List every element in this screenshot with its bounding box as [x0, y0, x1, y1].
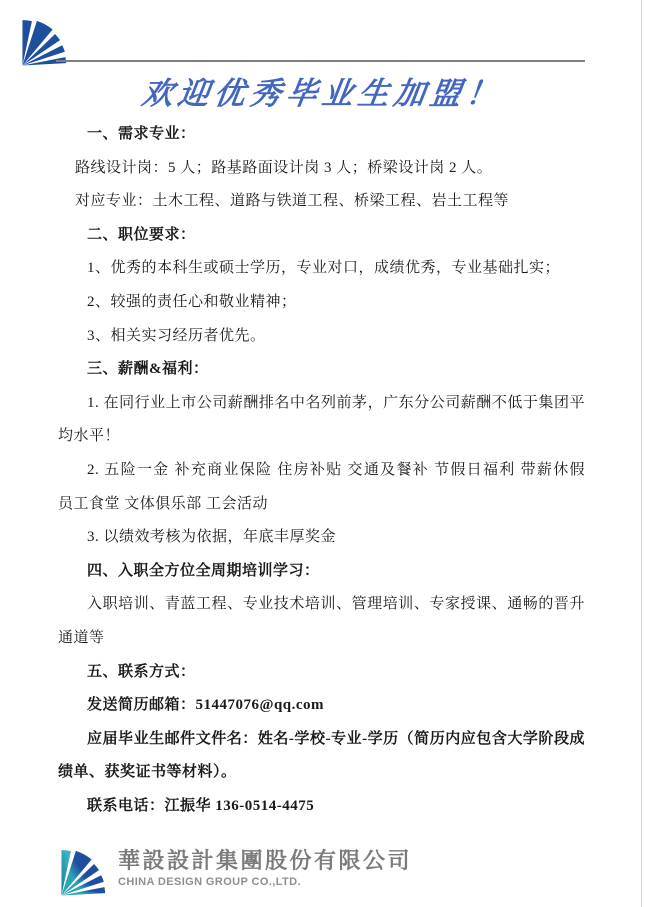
document-body [58, 118, 585, 823]
paragraph-line: 通道等 [58, 629, 105, 646]
company-name-en: CHINA DESIGN GROUP CO.,LTD. [118, 876, 301, 889]
paragraph-line: 2. 五险一金 补充商业保险 住房补贴 交通及餐补 节假日福利 带薪休假 [87, 461, 585, 478]
section-heading: 二、职位要求： [87, 226, 196, 243]
company-name-cn: 華設設計集團股份有限公司 [118, 848, 413, 873]
paragraph-line: 2、较强的责任心和敬业精神； [87, 293, 297, 310]
paragraph-line: 1、优秀的本科生或硕士学历，专业对口，成绩优秀，专业基础扎实； [87, 260, 561, 277]
paragraph-line: 对应专业：土木工程、道路与铁道工程、桥梁工程、岩土工程等 [75, 193, 510, 210]
phone-line: 联系电话：江振华 136-0514-4475 [87, 797, 315, 814]
footer-company-block [118, 849, 412, 888]
page-edge-line [641, 0, 642, 907]
paragraph-line: 员工食堂 文体俱乐部 工会活动 [58, 495, 269, 512]
paragraph-line: 入职培训、青蓝工程、专业技术培训、管理培训、专家授课、通畅的晋升 [87, 596, 585, 613]
section-heading: 四、入职全方位全周期培训学习： [87, 562, 320, 579]
fan-book-logo-icon [56, 840, 106, 904]
paragraph-line: 应届毕业生邮件文件名：姓名-学校-专业-学历（简历内应包含大学阶段成 [87, 730, 585, 747]
paragraph-line: 路线设计岗：5 人；路基路面设计岗 3 人；桥梁设计岗 2 人。 [75, 159, 493, 176]
email-line: 发送简历邮箱：51447076@qq.com [87, 697, 325, 714]
section-heading: 五、联系方式： [87, 663, 196, 680]
section-heading: 一、需求专业： [87, 126, 196, 142]
page-footer [56, 840, 412, 904]
page-title: 欢迎优秀毕业生加盟！ [139, 76, 505, 111]
paragraph-line: 1. 在同行业上市公司薪酬排名中名列前茅，广东分公司薪酬不低于集团平 [87, 394, 585, 411]
paragraph-line: 3、相关实习经历者优先。 [87, 327, 266, 344]
paragraph-line: 均水平！ [58, 428, 121, 445]
paragraph-line: 绩单、获奖证书等材料）。 [58, 764, 237, 781]
section-heading: 三、薪酬&福利： [87, 361, 209, 378]
paragraph-line: 3. 以绩效考核为依据，年底丰厚奖金 [87, 529, 337, 546]
header-divider [56, 60, 585, 62]
